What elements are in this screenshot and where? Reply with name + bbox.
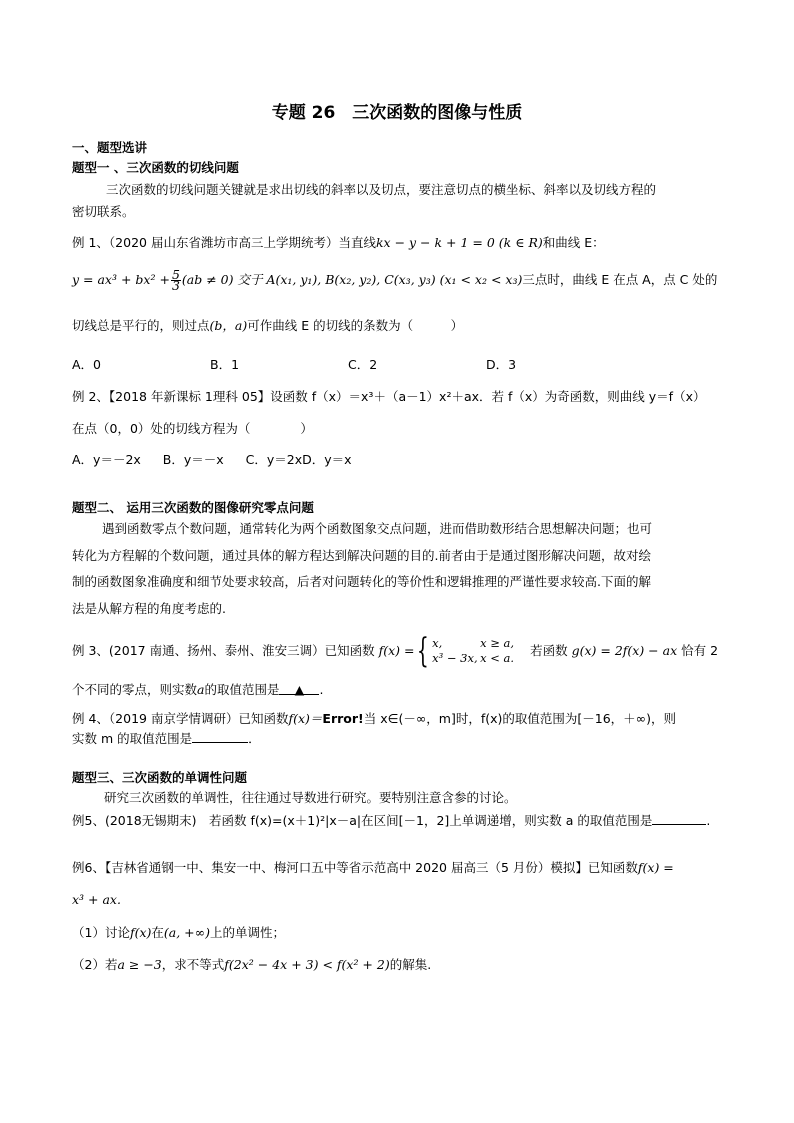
line-equation: kx − y − k + 1 = 0 (k ∈ R) [375, 235, 543, 250]
section-heading: 一、题型选讲 [72, 140, 148, 155]
curve-suffix: 三点时，曲线 E 在点 A，点 C 处的 [522, 272, 718, 287]
example6-question2: （2）若a ≥ −3，求不等式f(2x² − 4x + 3) < f(x² + 2)的解集. [72, 957, 432, 972]
triangle-mark-icon: ▲ [294, 682, 305, 697]
example4-line2: 实数 m 的取值范围是 ． [72, 731, 261, 746]
point-b-a: (b，a) [209, 318, 248, 333]
example5-line: 例5、(2018无锡期末) 若函数 f(x)=(x＋1)²|x－a|在区间[－1，2]上单调递增，则实数 a 的取值范围是 . [72, 813, 711, 828]
example2-option-a: A．y＝－2x [72, 452, 141, 467]
type1-intro-line1: 三次函数的切线问题关键就是求出切线的斜率以及切点，要注意切点的横坐标、斜率以及切线方程的 [106, 182, 657, 197]
example4-line1: 例 4、（2019 南京学情调研）已知函数f(x)＝Error!当 x∈(－∞，m]时，f(x)的取值范围为[－16，＋∞)，则 [72, 711, 676, 726]
case2-condition: x < a. [480, 651, 515, 665]
error-placeholder: Error! [322, 711, 364, 726]
answer-blank-ex3 [279, 682, 319, 695]
example2-option-b: B．y＝－x [162, 452, 224, 467]
type2-para-line3: 制的函数图象准确度和细节处要求较高，后者对问题转化的等价性和逻辑推理的严谨性要求较高.下面的解 [72, 574, 651, 589]
type1-intro-line2: 密切联系。 [72, 204, 135, 219]
piecewise-function [414, 631, 515, 671]
type2-para-line1: 遇到函数零点个数问题，通常转化为两个函数图象交点问题，进而借助数形结合思想解决问题；也可 [102, 521, 653, 536]
piecewise-fx: f(x) = [378, 643, 415, 658]
example2-option-d: D．y＝x [302, 452, 352, 467]
example2-line2: 在点（0，0）处的切线方程为（ ） [72, 421, 313, 436]
example1-line2 [72, 267, 718, 293]
example6-line1: 例6、【吉林省通钢一中、集安一中、梅河口五中等省示范高中 2020 届高三（5 月份）模拟】已知函数f(x) = [72, 860, 674, 875]
example1-option-a: A．0 [72, 357, 102, 372]
example2-option-c: C．y＝2x [245, 452, 303, 467]
left-brace: { [417, 631, 430, 671]
curve-equation-b: (ab ≠ 0) 交于 A(x₁, y₁), B(x₂, y₂), C(x₃, y₃) (x₁ < x₂ < x₃) [181, 272, 523, 287]
example1-option-c: C．2 [348, 357, 378, 372]
example1-prefix: 例 1、（2020 届山东省潍坊市高三上学期统考）当直线 [72, 235, 376, 250]
example2-options [72, 452, 352, 468]
gx-function: g(x) = 2f(x) − ax [571, 643, 678, 658]
type2-para-line2: 转化为方程解的个数问题，通过具体的解方程达到解决问题的目的.前者由于是通过图形解决问题，故对绘 [72, 548, 651, 563]
case2-expression: x³ − 3x, [432, 651, 478, 665]
example1-line1 [72, 235, 605, 251]
fraction-five-thirds: $\frac{5}{3}$ [171, 267, 180, 293]
example1-option-d: D．3 [486, 357, 517, 372]
example1-option-b: B．1 [210, 357, 240, 372]
type3-heading: 题型三、三次函数的单调性问题 [72, 770, 248, 785]
example2-line1: 例 2、【2018 年新课标 1理科 05】设函数 f（x）＝x³＋（a－1）x²＋ax．若 f（x）为奇函数，则曲线 y＝f（x） [72, 389, 706, 404]
example1-suffix: 和曲线 E： [542, 235, 605, 250]
type1-heading: 题型一 、三次函数的切线问题 [72, 160, 239, 175]
example6-line2: x³ + ax. [72, 892, 121, 907]
example3-line2: 个不同的零点，则实数a的取值范围是 ▲ . [72, 682, 324, 697]
inequality: f(2x² − 4x + 3) < f(x² + 2) [224, 957, 390, 972]
answer-blank-ex4 [192, 730, 248, 743]
type3-intro: 研究三次函数的单调性，往往通过导数进行研究。要特别注意含参的讨论。 [104, 790, 517, 805]
example1-line3: 切线总是平行的，则过点(b，a)可作曲线 E 的切线的条数为（ ） [72, 318, 464, 333]
page-title: 专题 26 三次函数的图像与性质 [271, 103, 523, 123]
example3-line1: 例 3、(2017 南通、扬州、泰州、淮安三调）已知函数 f(x) = { x, x ≥ a, x³ − 3x, x < a. 若函数 g(x) = 2f(x) − ax 恰有 2 [72, 631, 719, 671]
answer-blank-ex5 [652, 812, 706, 825]
type2-para-line4: 法是从解方程的角度考虑的. [72, 601, 226, 616]
example6-question1: （1）讨论f(x)在(a, +∞)上的单调性； [72, 925, 285, 940]
fx-definition: f(x) = [637, 860, 674, 875]
interval-a-inf: (a, +∞) [163, 925, 210, 940]
type2-heading: 题型二、 运用三次函数的图像研究零点问题 [72, 500, 314, 515]
case1-condition: x ≥ a, [480, 636, 515, 650]
case1-expression: x, [432, 636, 443, 650]
curve-equation-a: y = ax³ + bx² + [72, 272, 170, 287]
